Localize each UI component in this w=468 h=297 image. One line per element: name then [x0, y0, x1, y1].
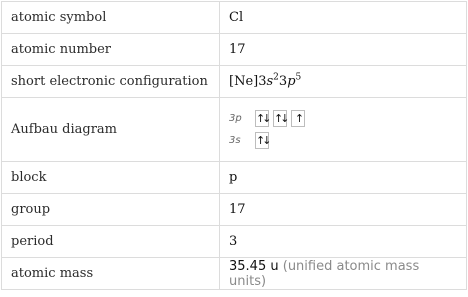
config-p-exponent: 5: [295, 72, 302, 83]
atomic-mass-value: [220, 258, 467, 290]
table-row: [2, 194, 467, 226]
row-label: atomic symbol: [2, 2, 220, 34]
table-row: [2, 98, 467, 162]
config-s-exponent: 2: [273, 72, 279, 83]
orbital-box: ↑↓: [274, 112, 287, 125]
row-label: block: [2, 162, 220, 194]
row-value: 17: [220, 194, 467, 226]
row-label: atomic mass: [2, 258, 220, 290]
table-row: [2, 258, 467, 290]
table-row: [2, 66, 467, 98]
table-row: [2, 226, 467, 258]
table-row: [2, 34, 467, 66]
orbital-box: ↑↓: [256, 134, 269, 147]
row-value: p: [220, 162, 467, 194]
config-s-shell: 3: [258, 74, 267, 89]
row-value: 3: [220, 226, 467, 258]
mass-unit-note: (unified atomic mass units): [229, 258, 420, 289]
orbital-box: ↑: [291, 110, 305, 127]
row-label: Aufbau diagram: [2, 98, 220, 162]
config-p-subshell: p: [287, 74, 296, 89]
element-properties-table: [1, 1, 467, 290]
mass-number: 35.45: [229, 258, 267, 274]
orbital-box: ↑↓: [256, 112, 269, 125]
aufbau-diagram: [220, 98, 467, 162]
config-p-shell: 3: [278, 74, 288, 89]
row-value: 17: [220, 34, 467, 66]
orbital-name: 3p: [229, 113, 242, 124]
row-label: short electronic configuration: [2, 66, 220, 98]
table-row: [2, 2, 467, 34]
orbital-3p: [229, 108, 457, 130]
table-row: [2, 162, 467, 194]
row-label: period: [2, 226, 220, 258]
row-value: Cl: [220, 2, 467, 34]
config-prefix: [Ne]: [229, 74, 259, 89]
mass-unit: u: [270, 258, 279, 274]
orbital-name: 3s: [229, 135, 241, 146]
row-label: atomic number: [2, 34, 220, 66]
config-s-subshell: s: [266, 74, 274, 89]
orbital-3s: [229, 130, 457, 152]
electronic-configuration: [220, 66, 467, 98]
row-label: group: [2, 194, 220, 226]
